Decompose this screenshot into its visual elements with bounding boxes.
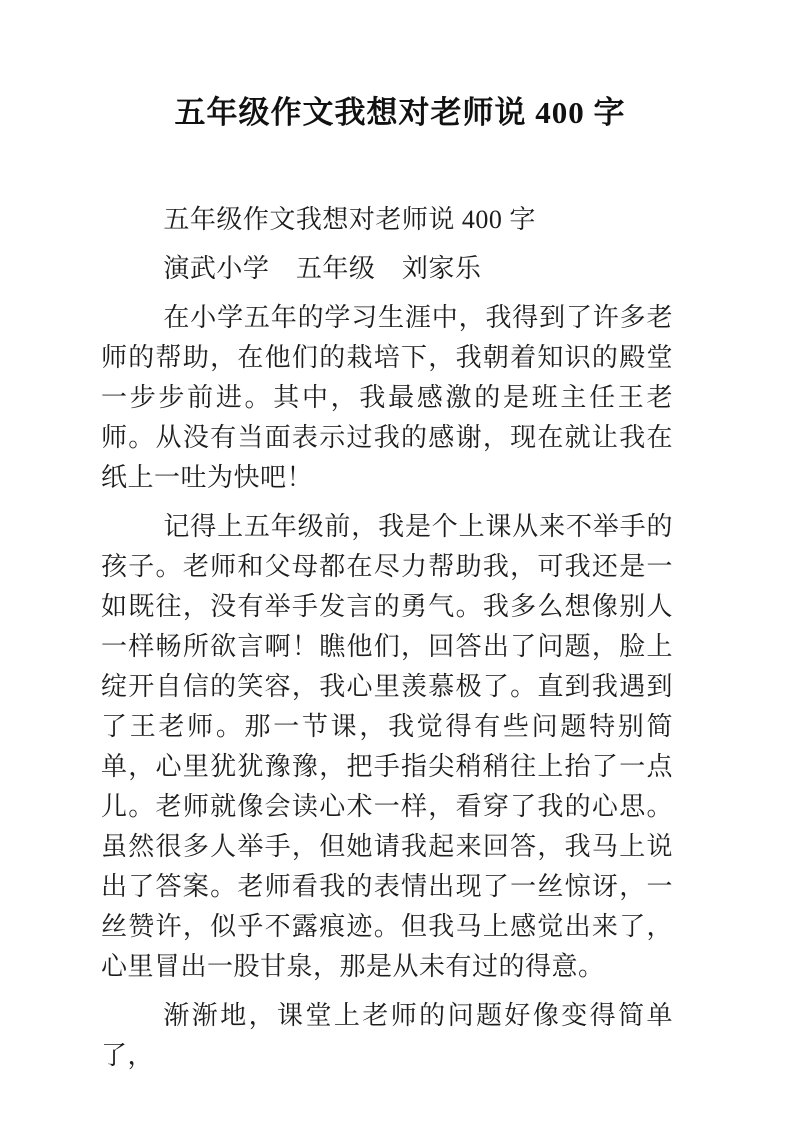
paragraph-3: 渐渐地，课堂上老师的问题好像变得简单了， — [101, 1001, 673, 1070]
document-body — [101, 200, 673, 1085]
page-title: 五年级作文我想对老师说 400 字 — [174, 95, 626, 130]
body-title-line: 五年级作文我想对老师说 400 字 — [163, 205, 536, 234]
paragraph-1: 在小学五年的学习生涯中，我得到了许多老师的帮助，在他们的栽培下，我朝着知识的殿堂一步步前进。其中，我最感激的是班主任王老师。从没有当面表示过我的感谢，现在就让我在纸上一吐为快吧！ — [101, 303, 673, 492]
byline: 演武小学 五年级 刘家乐 — [163, 254, 482, 283]
paragraph-2: 记得上五年级前，我是个上课从来不举手的孩子。老师和父母都在尽力帮助我，可我还是一如既往，没有举手发言的勇气。我多么想像别人一样畅所欲言啊！瞧他们，回答出了问题，脸上绽开自信的笑容，我心里羡慕极了。直到我遇到了王老师。那一节课，我觉得有些问题特别简单，心里犹犹豫豫，把手指尖稍稍往上抬了一点儿。老师就像会读心术一样，看穿了我的心思。虽然很多人举手，但她请我起来回答，我马上说出了答案。老师看我的表情出现了一丝惊讶，一丝赞许，似乎不露痕迹。但我马上感觉出来了，心里冒出一股甘泉，那是从未有过的得意。 — [101, 512, 673, 981]
